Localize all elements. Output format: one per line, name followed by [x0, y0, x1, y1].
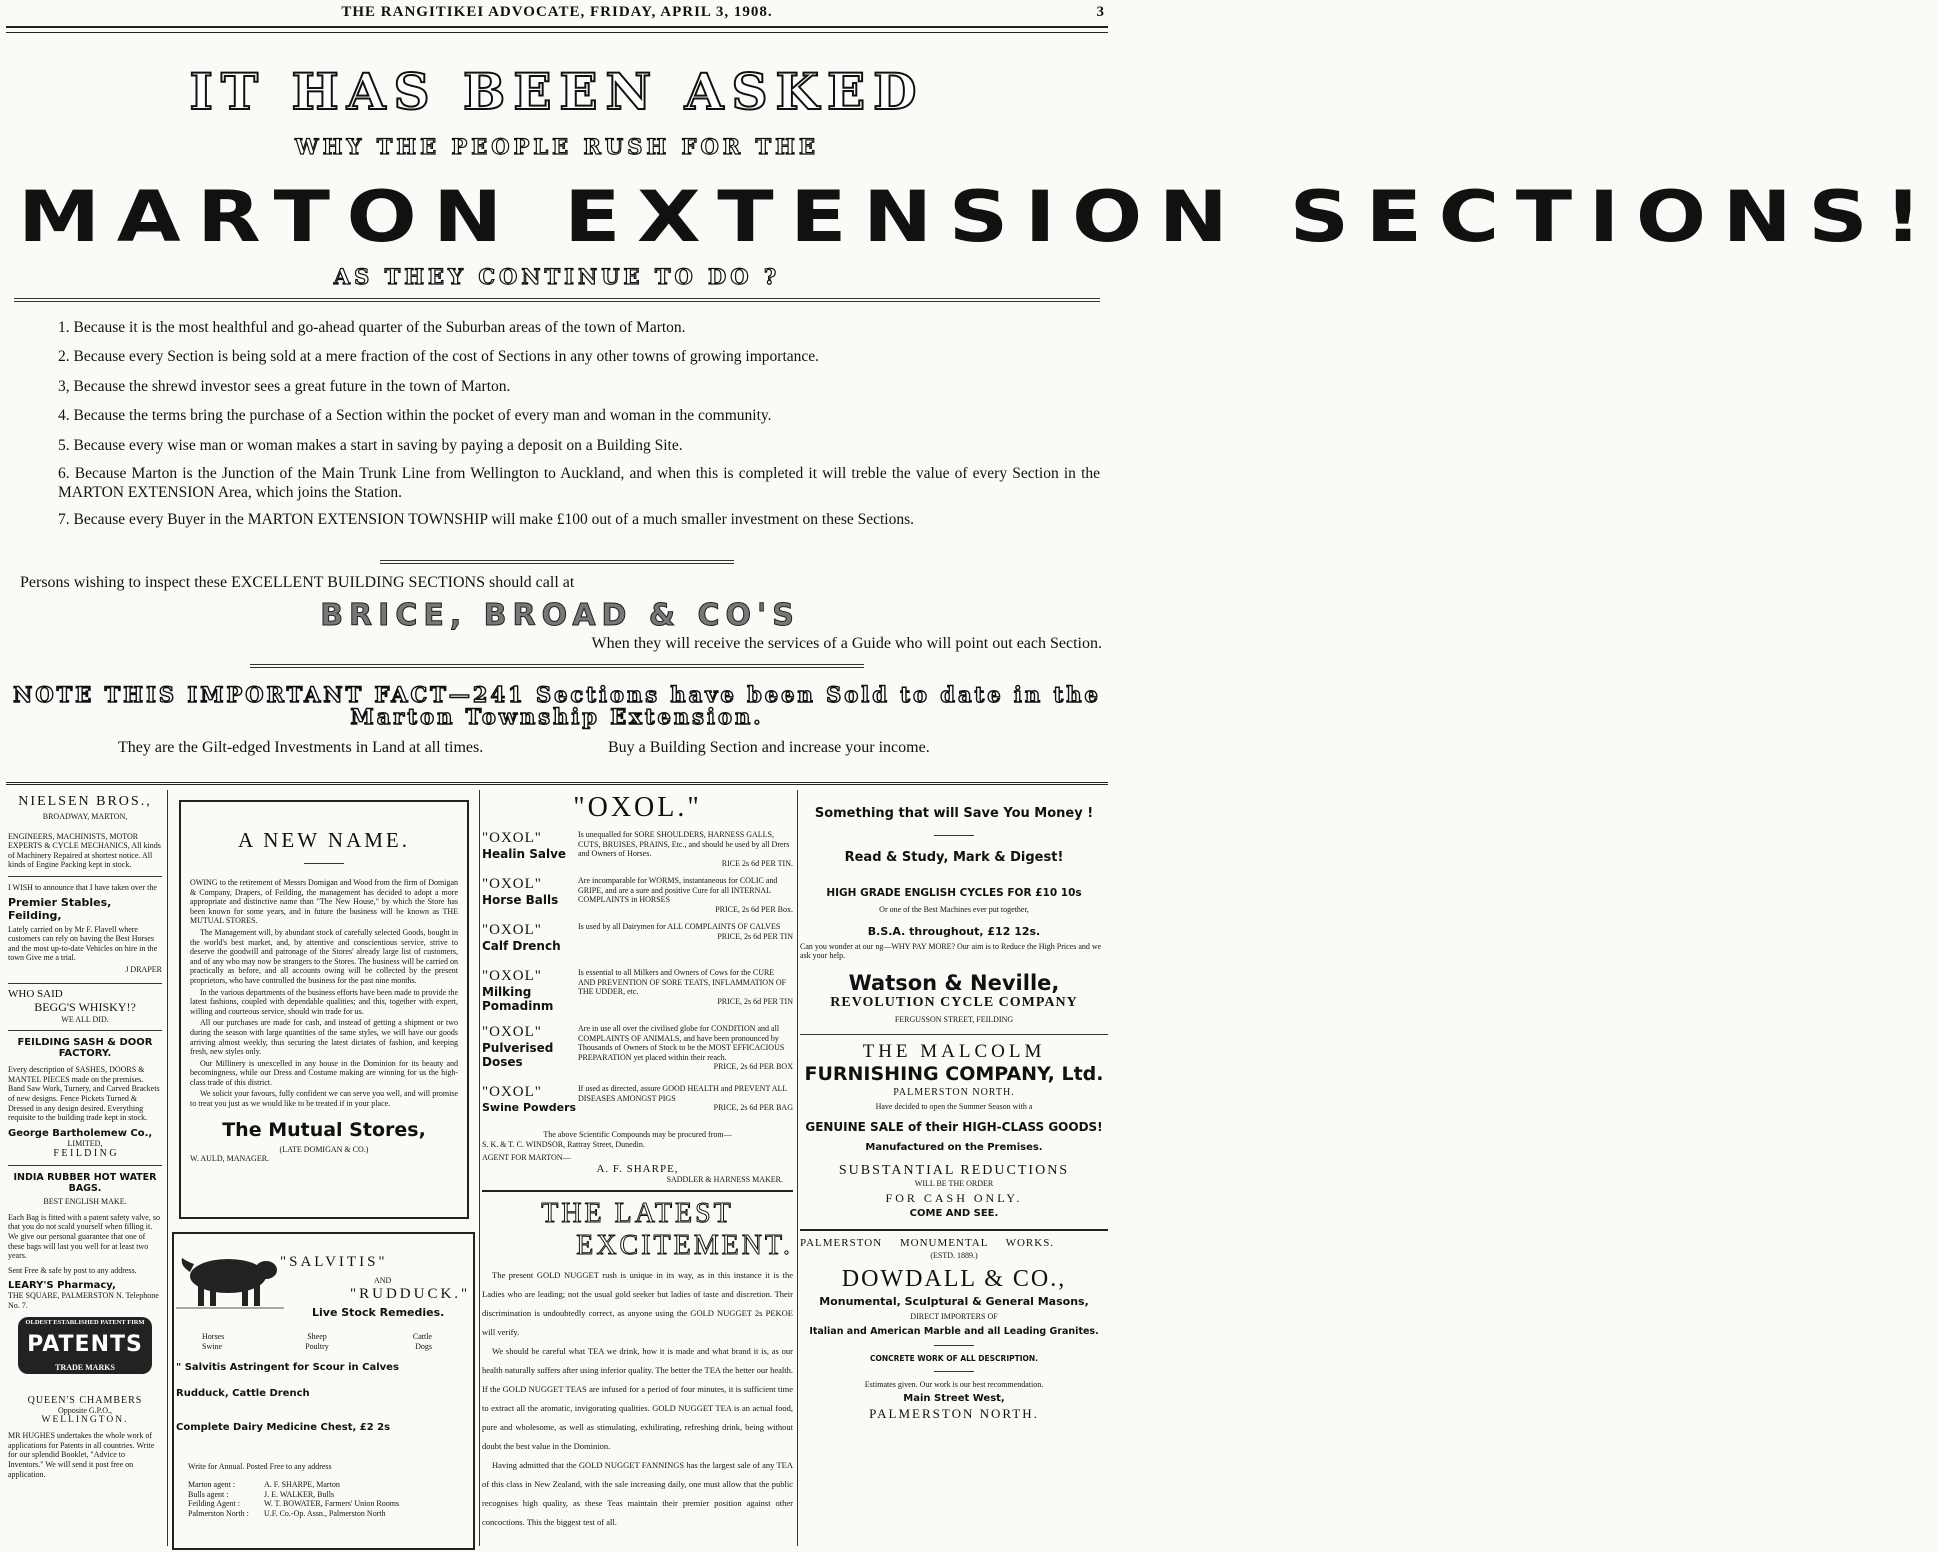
col-divider-3 [797, 790, 798, 1546]
page-number: 3 [1096, 4, 1104, 20]
new-name-para-2: The Management will, by abundant stock of carefully selected Goods, bought in the world's best market, and, by attentive and conscientious service, strive to deserve the goodwill and patronage of the Stores' already large list of customers, and of any who may now be strangers to the Stores. The business will be carried on practically as before, and all accounts owing will be collected by the present proprietors, who have controlled the business for the past nine months. [190, 927, 458, 985]
reason-6: 6. Because Marton is the Junction of the Main Trunk Line from Wellington to Auckland, and when this is completed it will treble the value of every Section in the MARTON EXTENSION Area, which joins the Station. [58, 465, 1100, 501]
headline-asked: IT HAS BEEN ASKED [189, 62, 925, 121]
high-grade-cycles: HIGH GRADE ENGLISH CYCLES FOR £10 10s [826, 887, 1082, 899]
reason-5: 5. Because every wise man or woman makes a start in saving by paying a deposit on a Building Site. [58, 437, 683, 454]
animal-dogs: Dogs [415, 1341, 432, 1351]
rule-main-bottom [6, 782, 1108, 785]
new-name-para-5: Our Millinery is unexcelled in any house in the Dominion for its beauty and becomingness, while our Dress and Costume making are winning for us the high-class trade of this district. [190, 1058, 458, 1087]
guide-line: When they will receive the services of a Guide who will point out each Section. [591, 635, 1102, 652]
agent-value-palmerston: U.F. Co.-Op. Assn., Palmerston North [264, 1508, 386, 1518]
whisky-question: WHO SAID [8, 987, 63, 1000]
dowdall-estimates: Estimates given. Our work is our best recommendation. [864, 1379, 1044, 1389]
oxol-brand: "OXOL" [482, 922, 542, 938]
nielsen-address: BROADWAY, MARTON, [42, 812, 128, 821]
oxol-price: PRICE, 2s 6d PER TIN [717, 931, 793, 941]
oxol-brand: "OXOL" [482, 968, 542, 984]
rubber-post: Sent Free & safe by post to any address. [8, 1265, 137, 1275]
new-name-para-4: All our purchases are made for cash, and instead of getting a shipment or two during the season with large quantities of the same styles, we will have our goods arriving almost weekly, thus securing the latest dictates of fashion, and keeping fresh, new styles only. [190, 1018, 458, 1057]
patents-banner-bottom: TRADE MARKS [18, 1361, 152, 1374]
rubber-firm: LEARY'S Pharmacy, [8, 1280, 116, 1292]
oxol-sharpe: A. F. SHARPE, [596, 1162, 679, 1175]
closing-right: Buy a Building Section and increase your income. [608, 739, 930, 756]
stables-title: Premier Stables, Feilding, [8, 895, 112, 922]
animal-poultry: Poultry [305, 1341, 329, 1351]
salvitis-title: "SALVITIS" [280, 1254, 388, 1270]
oxol-desc: Is essential to all Milkers and Owners of Cows for the CURE AND PREVENTION OF SORE TEATS, INFLAMMATION OF THE UDDER, etc. [578, 968, 787, 997]
mutual-manager: W. AULD, MANAGER. [190, 1154, 270, 1164]
sash-limited: LIMITED, [67, 1138, 103, 1148]
dowdall-importers: DIRECT IMPORTERS OF [910, 1312, 998, 1322]
sash-firm: George Bartholemew Co., [8, 1127, 153, 1139]
oxol-product-name: Milking Pomadinm [482, 985, 554, 1013]
live-stock-remedies: Live Stock Remedies. [312, 1306, 445, 1319]
new-name-title: A NEW NAME. [237, 828, 411, 852]
reason-7: 7. Because every Buyer in the MARTON EXTENSION TOWNSHIP will make £100 out of a much smaller investment on these Sections. [58, 511, 915, 528]
agent-value-feilding: W. T. BOWATER, Farmers' Union Rooms [264, 1499, 400, 1509]
new-name-box [179, 800, 469, 1219]
write-for-annual: Write for Annual. Posted Free to any address [188, 1462, 332, 1471]
dowdall-masons: Monumental, Sculptural & General Masons, [819, 1295, 1089, 1309]
malcolm-decided: Have decided to open the Summer Season with a [875, 1102, 1033, 1112]
agent-value-marton: A. F. SHARPE, Marton [264, 1480, 340, 1489]
fergusson-street: FERGUSSON STREET, FEILDING [894, 1014, 1014, 1024]
rubber-subtitle: BEST ENGLISH MAKE. [43, 1197, 127, 1207]
patents-body: MR HUGHES undertakes the whole work of applications for Patents in all countries. Write for our splendid Booklet, "Advice to Inventors." We will send it post free on application. [8, 1431, 155, 1479]
salvitis-astringent: " Salvitis Astringent for Scour in Calves [176, 1362, 399, 1373]
oxol-product-name: Pulverised Doses [482, 1041, 554, 1069]
rubber-body: Each Bag is fitted with a patent safety valve, so that you do not scald yourself when filling it. We give our personal guarantee that one of these bags will last you well for at least two years. [8, 1212, 160, 1261]
headline-why: WHY THE PEOPLE RUSH FOR THE [294, 134, 819, 159]
note-line-2: Marton Township Extension. [350, 704, 764, 729]
oxol-product-name: Swine Powders [482, 1101, 577, 1114]
dowdall-marble: Italian and American Marble and all Leading Granites. [809, 1325, 1099, 1337]
salvitis-box [172, 1232, 475, 1550]
manufactured: Manufactured on the Premises. [865, 1141, 1043, 1153]
mutual-late: (LATE DOMIGAN & CO.) [279, 1144, 369, 1154]
tea-para-2: We should be careful what TEA we drink, how it is made and what brand it is, as our health naturally suffers after using inferior quality. The better the TEA the better our health. If the GOLD NUGGET TEAS are infused for a period of four minutes, it is sufficient time to extract all the aromatic, invigorating qualities. GOLD NUGGET TEA is an actual food, pure and wholesome, as well as stimulating, exhilirating, refreshing drink, being without doubt the best value in the Dominion. [482, 1346, 794, 1452]
masthead [0, 4, 1114, 21]
new-name-para-1: OWING to the retirement of Messrs Domigan and Wood from the firm of Domigan & Company, Drapers, of Feilding, the management has decided to adopt a more appropriate and distinctive name than "The New House," by which the Store has been known for some years, and in future the business will be known as THE MUTUAL STORES. [190, 878, 458, 926]
masthead-rule-thin [6, 32, 1108, 33]
oxol-price: PRICE, 2s 6d PER TIN [717, 996, 793, 1006]
oxol-price: PRICE, 2s 6d PER Box. [715, 904, 793, 914]
substantial-reductions: SUBSTANTIAL REDUCTIONS [838, 1162, 1070, 1178]
latest-heading-1: THE LATEST [541, 1198, 734, 1230]
firm-name: BRICE, BROAD & CO'S [320, 598, 800, 633]
oxol-desc: Is used by all Dairymen for ALL COMPLAINTS OF CALVES [578, 922, 781, 931]
oxol-agent-for: AGENT FOR MARTON— [482, 1153, 571, 1163]
tea-para-3: Having admitted that the GOLD NUGGET FANNINGS has the largest sale of any TEA of this class in New Zealand, with the sale increasing daily, one must allow that the public recognises high quality, as these Teas maintain their premier position against other concoctions. This the biggest test of all. [482, 1460, 793, 1528]
rubber-address: THE SQUARE, PALMERSTON N. Telephone No. 7. [8, 1291, 159, 1311]
will-be-order: WILL BE THE ORDER [914, 1178, 994, 1188]
oxol-product [482, 922, 793, 968]
malcolm-heading: THE MALCOLM [862, 1041, 1046, 1063]
oxol-product [482, 830, 793, 876]
watson-neville: Watson & Neville, [848, 970, 1060, 995]
dowdall-concrete: CONCRETE WORK OF ALL DESCRIPTION. [869, 1353, 1039, 1363]
masthead-rule [6, 26, 1108, 28]
agent-value-bulls: J. E. WALKER, Bulls [264, 1489, 335, 1499]
oxol-brand: "OXOL" [482, 876, 542, 892]
oxol-windsor: S. K. & T. C. WINDSOR, Rattray Street, Dunedin. [482, 1139, 645, 1149]
oxol-product-name: Calf Drench [482, 939, 561, 953]
for-cash: FOR CASH ONLY. [885, 1190, 1023, 1205]
stables-sign: J DRAPER [125, 964, 162, 974]
come-and-see: COME AND SEE. [909, 1207, 999, 1219]
salvitis-and: AND [374, 1276, 392, 1285]
stables-intro: I WISH to announce that I have taken over the [8, 882, 157, 892]
closing-left: They are the Gilt-edged Investments in Land at all times. [118, 739, 484, 756]
dairy-chest: Complete Dairy Medicine Chest, £2 2s [176, 1422, 391, 1433]
or-one: Or one of the Best Machines ever put together, [879, 905, 1029, 914]
patents-emblem [18, 1317, 152, 1391]
mutual-stores: The Mutual Stores, [222, 1118, 426, 1141]
headline-continue: AS THEY CONTINUE TO DO ? [333, 264, 781, 289]
agent-label-bulls: Bulls agent : [188, 1489, 229, 1499]
oxol-price: RICE 2s 6d PER TIN. [721, 858, 793, 868]
col-divider-1 [167, 790, 168, 1546]
rule-guide [250, 664, 864, 668]
note-line-1: NOTE THIS IMPORTANT FACT—241 Sections have been Sold to date in the [13, 682, 1101, 707]
oxol-brand: "OXOL" [482, 830, 542, 846]
new-name-para-3: In the various departments of the business efforts have been made to provide the latest fashions, coupled with dependable qualities; and this, together with expert, willing and courteous service, should win trade for us. [190, 987, 458, 1016]
oxol-product-name: Horse Balls [482, 893, 559, 907]
nielsen-title: NIELSEN BROS., [18, 794, 152, 809]
tea-para-1: The present GOLD NUGGET rush is unique in its way, as in this instance it is the Ladies who are leading; not the usual gold seeker but ladies of taste and discretion. Their discrimination is undoubtedly correct, as anyone using the GOLD NUGGET 2s PEKOE will verify. [482, 1270, 793, 1338]
revolution-cycle: REVOLUTION CYCLE COMPANY [830, 994, 1078, 1010]
reason-3: 3, Because the shrewd investor sees a great future in the town of Marton. [58, 378, 511, 395]
agent-label-marton: Marton agent : [188, 1480, 236, 1489]
masthead-title: THE RANGITIKEI ADVOCATE, FRIDAY, APRIL 3, 1908. [341, 4, 773, 20]
oxol-desc: Are incomparable for WORMS, instantaneous for COLIC and GRIPE, and are a sure and positive Cure for all INTERNAL COMPLAINTS in HORSES [578, 876, 778, 905]
column-3 [482, 790, 793, 1548]
oxol-sharpe-trade: SADDLER & HARNESS MAKER. [666, 1174, 783, 1184]
whisky-answer: WE ALL DID. [61, 1014, 109, 1024]
save-money: Something that will Save You Money ! [814, 806, 1094, 821]
dowdall-co: DOWDALL & CO., [841, 1266, 1067, 1293]
patents-city: WELLINGTON. [41, 1415, 129, 1426]
genuine-sale: GENUINE SALE of their HIGH-CLASS GOODS! [805, 1119, 1103, 1134]
sash-town: F E I L D I N G [53, 1148, 117, 1160]
oxol-product [482, 876, 793, 922]
rubber-title: INDIA RUBBER HOT WATER BAGS. [13, 1172, 157, 1195]
oxol-product [482, 1084, 793, 1126]
whisky-name: BEGG'S WHISKY!? [34, 999, 136, 1014]
oxol-products [482, 830, 793, 1126]
rule-headline [14, 298, 1100, 302]
column-4 [800, 790, 1108, 1548]
animal-horses: Horses [202, 1332, 225, 1341]
patents-word: PATENTS [18, 1328, 152, 1361]
bull-illustration [176, 1248, 284, 1312]
malcolm-furnishing: FURNISHING COMPANY, Ltd. [804, 1063, 1104, 1086]
reason-4: 4. Because the terms bring the purchase of a Section within the pocket of every man and woman in the community. [58, 407, 772, 424]
oxol-desc: If used as directed, assure GOOD HEALTH and PREVENT ALL DISEASES AMONGST PIGS [578, 1084, 787, 1103]
oxol-price: PRICE, 2s 6d PER BAG [713, 1103, 793, 1113]
read-study: Read & Study, Mark & Digest! [844, 850, 1064, 865]
oxol-procured: The above Scientific Compounds may be procured from— [543, 1130, 732, 1139]
stables-body: Lately carried on by Mr F. Flavell where customers can rely on having the Best Horses and the most up-to-date Vehicles on hire in the town Give me a trial. [8, 924, 158, 963]
new-name-para-6: We solicit your favours, fully confident we can serve you well, and will promise to treat you just as we would like to be treated if in your place. [190, 1089, 458, 1109]
rule-reasons [380, 560, 734, 564]
oxol-price: PRICE, 2s 6d PER BOX [713, 1062, 793, 1072]
column-1 [8, 790, 162, 1548]
wonder: Can you wonder at our ng—WHY PAY MORE? Our aim is to Reduce the High Prices and we ask your help. [800, 941, 1102, 961]
agent-label-feilding: Feilding Agent : [188, 1499, 240, 1509]
headline-marton-extension: MARTON EXTENSION SECTIONS! [18, 176, 1938, 258]
animal-cattle: Cattle [412, 1332, 432, 1341]
dowdall-main-street: Main Street West, [903, 1393, 1005, 1405]
oxol-product [482, 968, 793, 1024]
monumental-estd: (ESTD. 1889.) [930, 1250, 978, 1260]
agent-label-palmerston: Palmerston North : [188, 1508, 249, 1518]
oxol-title: "OXOL." [573, 792, 702, 823]
animal-swine: Swine [202, 1341, 222, 1351]
malcolm-palmerston: PALMERSTON NORTH. [893, 1087, 1015, 1099]
col-divider-2 [479, 790, 480, 1546]
rudduck-drench: Rudduck, Cattle Drench [176, 1388, 310, 1399]
reason-2: 2. Because every Section is being sold at a mere fraction of the cost of Sections in any other towns of growing importance. [58, 348, 820, 365]
oxol-brand: "OXOL" [482, 1084, 542, 1100]
agents-list [188, 1480, 468, 1518]
oxol-product-name: Healin Salve [482, 847, 567, 861]
inspect-line: Persons wishing to inspect these EXCELLENT BUILDING SECTIONS should call at [20, 574, 575, 591]
patents-banner-top: OLDEST ESTABLISHED PATENT FIRM [18, 1317, 152, 1328]
dowdall-palmerston: PALMERSTON NORTH. [869, 1406, 1039, 1422]
monumental-works: PALMERSTON MONUMENTAL WORKS. [800, 1236, 1055, 1249]
sash-title: FEILDING SASH & DOOR FACTORY. [17, 1037, 153, 1060]
animals-grid [202, 1332, 432, 1351]
oxol-desc: Are in use all over the civilised globe for CONDITION and all COMPLAINTS OF ANIMALS, and have been pronounced by Thousands of Owners of Stock to be the MOST EFFICACIOUS PREPARATION yet placed within their reach. [578, 1024, 785, 1062]
rudduck-title: "RUDDUCK." [350, 1286, 471, 1302]
oxol-brand: "OXOL" [482, 1024, 542, 1040]
sash-body: Every description of SASHES, DOORS & MANTEL PIECES made on the premises. Band Saw Work, Turnery, and Carved Brackets of new designs. Fence Pickets Turned & Dressed in any design desired. Everything requisite to the building trade kept in stock. [8, 1065, 160, 1123]
bsa: B.S.A. throughout, £12 12s. [867, 924, 1041, 938]
patents-chambers: QUEEN'S CHAMBERS [27, 1394, 143, 1406]
nielsen-body: ENGINEERS, MACHINISTS, MOTOR EXPERTS & CYCLE MECHANICS, All kinds of Machinery Repaired at shortest notice. All kinds of Engine Packing kept in stock. [8, 831, 161, 870]
oxol-product [482, 1024, 793, 1084]
reason-1: 1. Because it is the most healthful and go-ahead quarter of the Suburban areas of the town of Marton. [58, 319, 686, 336]
animal-sheep: Sheep [307, 1332, 327, 1341]
patents-opposite: Opposite G.P.O., [57, 1405, 112, 1415]
latest-heading-2: EXCITEMENT. [576, 1230, 793, 1262]
oxol-desc: Is unequalled for SORE SHOULDERS, HARNESS GALLS, CUTS, BRUISES, PRAINS, Etc., and should be used by all Drers and Owners of Horses. [578, 830, 790, 859]
